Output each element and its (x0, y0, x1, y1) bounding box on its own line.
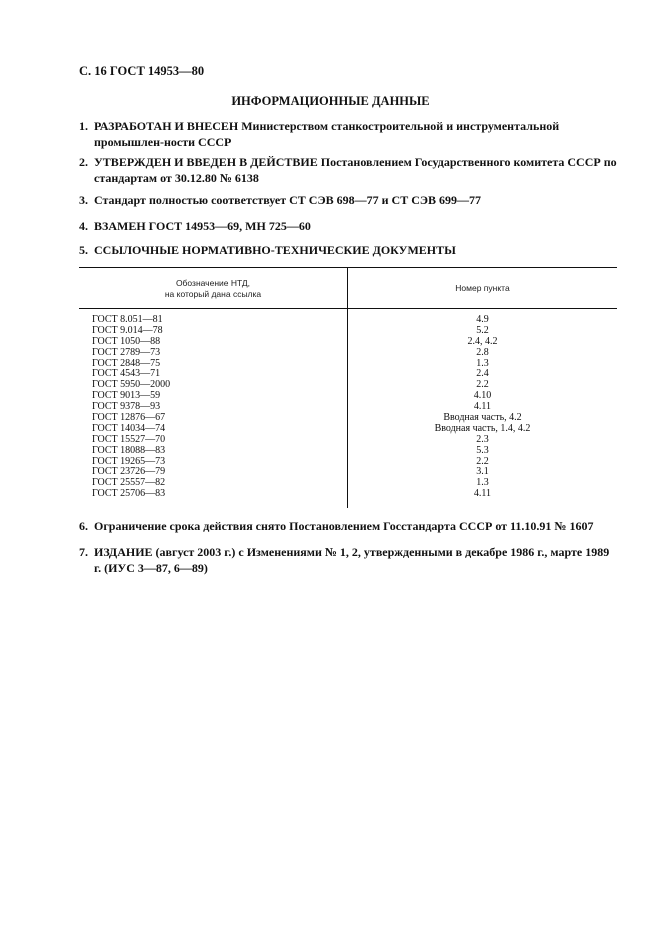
item-lead: РАЗРАБОТАН И ВНЕСЕН (94, 119, 239, 133)
info-item-7 (79, 544, 619, 576)
table-cell-document: ГОСТ 12876—67 (92, 412, 166, 424)
table-row (79, 348, 617, 359)
table-cell-document: ГОСТ 8.051—81 (92, 314, 163, 325)
info-item-4 (79, 218, 619, 234)
item-text: (август 2003 г.) с Изменениями № 1, 2, утвержденными в декабре 1986 г., марте 1989 г. (ИУС 3—87, 6—89) (94, 545, 610, 575)
item-number: 1. (79, 119, 88, 133)
table-header-divider (79, 308, 617, 309)
table-header-point: Номер пункта (455, 283, 510, 293)
page-header: С. 16 ГОСТ 14953—80 (79, 64, 205, 78)
table-cell-document: ГОСТ 23726—79 (92, 466, 166, 478)
item-number: 7. (79, 545, 88, 559)
table-cell-point: 4.11 (473, 488, 492, 500)
table-body (79, 315, 617, 500)
info-item-5 (79, 242, 619, 258)
table-cell-point: 5.3 (476, 444, 489, 456)
table-cell-document: ГОСТ 14034—74 (92, 422, 166, 434)
info-item-2 (79, 154, 619, 186)
table-cell-point: 5.2 (476, 324, 489, 336)
table-cell-document: ГОСТ 18088—83 (92, 444, 166, 456)
page-title: ИНФОРМАЦИОННЫЕ ДАННЫЕ (231, 94, 430, 108)
table-cell-point: 2.8 (476, 346, 489, 358)
item-number: 2. (79, 155, 88, 169)
table-row (79, 489, 617, 500)
table-cell-document: ГОСТ 2789—73 (92, 346, 161, 358)
table-cell-document: ГОСТ 2848—75 (92, 357, 161, 369)
table-cell-point: 2.3 (476, 433, 489, 445)
table-cell-point: 2.2 (476, 379, 489, 391)
table-cell-point: 2.4 (476, 368, 489, 380)
info-item-3 (79, 192, 619, 208)
table-header-document: Обозначение НТД, на который дана ссылка (164, 278, 262, 299)
item-number: 5. (79, 243, 88, 257)
table-cell-point: 1.3 (476, 357, 489, 369)
item-text: Министерством станкостроительной и инструментальной промышлен-ности СССР (94, 119, 560, 149)
table-cell-document: ГОСТ 19265—73 (92, 455, 166, 467)
table-cell-point: 2.2 (476, 455, 489, 467)
item-lead: ИЗДАНИЕ (94, 545, 153, 559)
table-cell-document: ГОСТ 1050—88 (92, 335, 161, 347)
table-cell-document: ГОСТ 9013—59 (92, 390, 161, 402)
item-number: 6. (79, 519, 88, 533)
table-cell-document: ГОСТ 4543—71 (92, 368, 161, 380)
table-cell-point: 4.9 (476, 314, 489, 325)
item-number: 3. (79, 193, 88, 207)
table-row (79, 446, 617, 457)
item-text: Ограничение срока действия снято Постановлением Госстандарта СССР от 11.10.91 № 1607 (94, 519, 594, 533)
table-cell-point: 2.4, 4.2 (467, 335, 498, 347)
item-lead: ВЗАМЕН ГОСТ 14953—69, МН 725—60 (94, 219, 311, 233)
info-item-1 (79, 118, 619, 150)
table-cell-document: ГОСТ 15527—70 (92, 433, 166, 445)
item-lead: УТВЕРЖДЕН И ВВЕДЕН В ДЕЙСТВИЕ (94, 155, 318, 169)
item-lead: ССЫЛОЧНЫЕ НОРМАТИВНО-ТЕХНИЧЕСКИЕ ДОКУМЕНТЫ (94, 243, 456, 257)
table-cell-document: ГОСТ 25706—83 (92, 488, 166, 500)
table-cell-point: 3.1 (476, 466, 489, 478)
item-text: Стандарт полностью соответствует СТ СЭВ 698—77 и СТ СЭВ 699—77 (94, 193, 482, 207)
table-cell-point: 4.11 (473, 401, 492, 413)
table-cell-document: ГОСТ 9.014—78 (92, 324, 163, 336)
reference-table (79, 267, 617, 508)
item-text: Постановлением Государственного комитета СССР по стандартам от 30.12.80 № 6138 (94, 155, 617, 185)
item-number: 4. (79, 219, 88, 233)
table-cell-point: Вводная часть, 1.4, 4.2 (434, 422, 531, 434)
table-cell-document: ГОСТ 25557—82 (92, 477, 166, 489)
table-cell-point: 4.10 (473, 390, 492, 402)
table-cell-document: ГОСТ 9378—93 (92, 401, 161, 413)
table-cell-point: Вводная часть, 4.2 (443, 412, 522, 424)
table-cell-document: ГОСТ 5950—2000 (92, 379, 171, 391)
table-cell-point: 1.3 (476, 477, 489, 489)
info-item-6 (79, 518, 619, 534)
